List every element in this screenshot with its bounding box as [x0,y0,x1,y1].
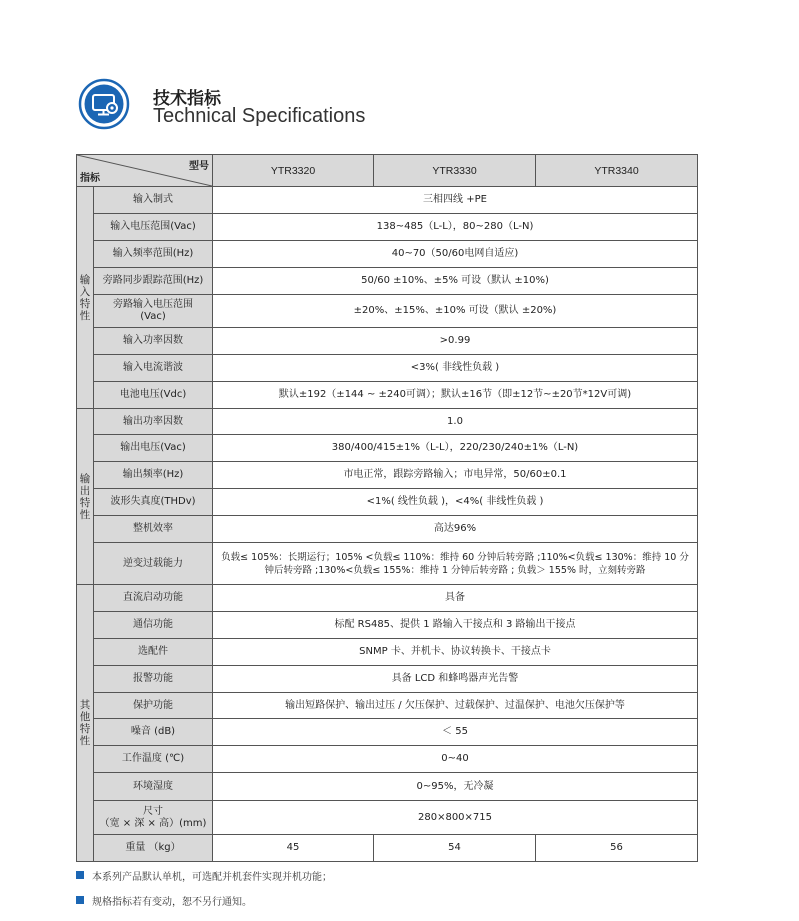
param-label: 选配件 [94,639,213,666]
param-label: 直流启动功能 [94,585,213,612]
group-label-output: 输出特性 [77,409,94,585]
footnote-text: 规格指标若有变动，恕不另行通知。 [92,897,252,908]
param-label: 输入功率因数 [94,328,213,355]
table-row [77,543,698,585]
model-header: YTR3330 [374,155,536,187]
table-row [77,639,698,666]
param-value: <1%( 线性负载 )，<4%( 非线性负载 ) [213,489,698,516]
spec-table [76,154,698,862]
table-row [77,719,698,746]
table-row [77,382,698,409]
model-header: YTR3340 [536,155,698,187]
corner-index-label: 指标 [80,173,100,184]
param-value: 具备 LCD 和蜂鸣器声光告警 [213,666,698,693]
param-label: 通信功能 [94,612,213,639]
param-label: 逆变过载能力 [94,543,213,585]
table-row [77,214,698,241]
param-label: 输入频率范围(Hz) [94,241,213,268]
table-row [77,746,698,773]
table-row [77,295,698,328]
param-label: 输入电流谐波 [94,355,213,382]
footnote-text: 本系列产品默认单机，可选配并机套件实现并机功能； [92,872,332,883]
table-header-row [77,155,698,187]
param-value: 0~95%，无冷凝 [213,773,698,801]
table-row [77,693,698,719]
table-row [77,801,698,835]
param-value: 380/400/415±1%（L-L），220/230/240±1%（L-N) [213,435,698,462]
param-label: 保护功能 [94,693,213,719]
model-header: YTR3320 [213,155,374,187]
table-row [77,268,698,295]
table-row [77,187,698,214]
param-value: 1.0 [213,409,698,435]
param-label: 尺寸 （宽 × 深 × 高）(mm) [94,801,213,835]
section-title-en: Technical Specifications [153,105,366,127]
param-value: 0~40 [213,746,698,773]
param-value: <3%( 非线性负载 ) [213,355,698,382]
param-label: 噪音 (dB) [94,719,213,746]
param-value: 138~485（L-L），80~280（L-N) [213,214,698,241]
param-value: 输出短路保护、输出过压 / 欠压保护、过载保护、过温保护、电池欠压保护等 [213,693,698,719]
param-value: 标配 RS485、提供 1 路输入干接点和 3 路输出干接点 [213,612,698,639]
param-label: 旁路同步跟踪范围(Hz) [94,268,213,295]
table-row [77,355,698,382]
param-value: ±20%、±15%、±10% 可设（默认 ±20%) [213,295,698,328]
param-value: 40~70（50/60电网自适应) [213,241,698,268]
table-row [77,435,698,462]
table-row [77,462,698,489]
group-label-other: 其他特性 [77,585,94,862]
corner-model-label: 型号 [189,161,209,172]
param-value: 负载≤ 105%：长期运行；105% <负载≤ 110%：维持 60 分钟后转旁路 ;110%<负载≤ 130%：维持 10 分钟后转旁路 ;130%<负载≤ 155%：维持 1 分钟后转旁路 ; 负载＞ 155% 时，立刻转旁路 [213,543,698,585]
table-row [77,612,698,639]
param-label: 输出功率因数 [94,409,213,435]
table-row [77,489,698,516]
param-label: 工作温度 (℃) [94,746,213,773]
param-value: 市电正常，跟踪旁路输入；市电异常，50/60±0.1 [213,462,698,489]
param-value: 三相四线 +PE [213,187,698,214]
param-label: 整机效率 [94,516,213,543]
table-row [77,516,698,543]
param-label: 电池电压(Vdc) [94,382,213,409]
section-title-zh: 技术指标 [153,89,221,109]
param-label: 输入制式 [94,187,213,214]
weight-value: 45 [213,835,374,862]
table-row [77,666,698,693]
table-row [77,773,698,801]
bullet-square-icon [76,896,84,904]
param-label: 波形失真度(THDv) [94,489,213,516]
param-label: 输出电压(Vac) [94,435,213,462]
bullet-square-icon [76,871,84,879]
param-label: 旁路输入电压范围 (Vac) [94,295,213,328]
weight-value: 56 [536,835,698,862]
table-corner-cell [77,155,213,187]
param-value: 高达96% [213,516,698,543]
param-value: 280×800×715 [213,801,698,835]
param-label: 输出频率(Hz) [94,462,213,489]
param-label: 环境湿度 [94,773,213,801]
table-row [77,585,698,612]
param-value: 具备 [213,585,698,612]
param-value: 50/60 ±10%、±5% 可设（默认 ±10%) [213,268,698,295]
table-row-weight [77,835,698,862]
param-value: 默认±192（±144 ~ ±240可调）；默认±16节（即±12节~±20节*12V可调) [213,382,698,409]
table-row [77,241,698,268]
table-row [77,328,698,355]
weight-value: 54 [374,835,536,862]
table-row [77,409,698,435]
param-label: 输入电压范围(Vac) [94,214,213,241]
param-label: 重量 （kg） [94,835,213,862]
param-value: ＜ 55 [213,719,698,746]
param-label: 报警功能 [94,666,213,693]
group-label-input: 输入特性 [77,187,94,409]
gear-monitor-icon [78,78,130,130]
param-value: SNMP 卡、并机卡、协议转换卡、干接点卡 [213,639,698,666]
param-value: >0.99 [213,328,698,355]
